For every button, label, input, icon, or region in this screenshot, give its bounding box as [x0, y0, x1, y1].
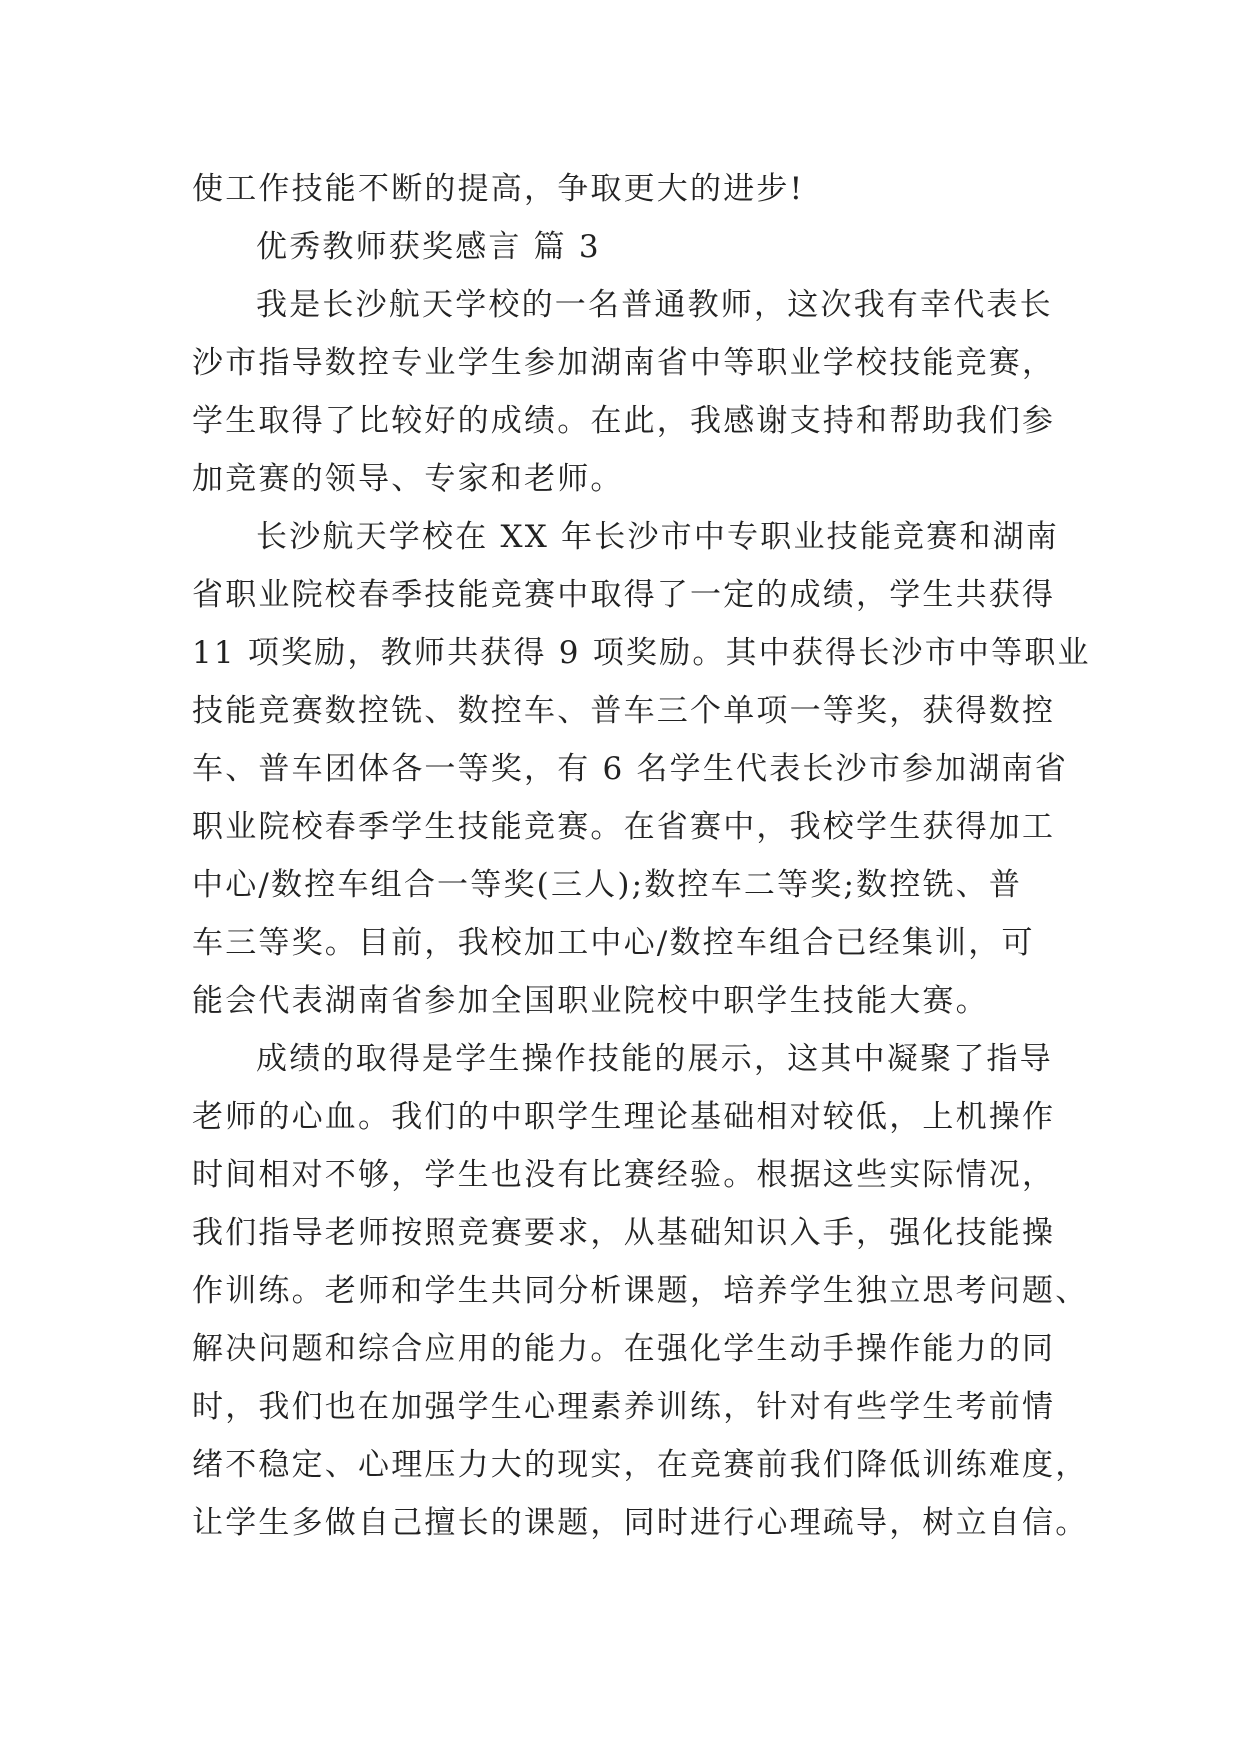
section-heading: 优秀教师获奖感言 篇 3	[256, 229, 601, 265]
text-line: 省职业院校春季技能竞赛中取得了一定的成绩，学生共获得	[192, 577, 1056, 613]
text-line: 长沙航天学校在 XX 年长沙市中专职业技能竞赛和湖南	[256, 519, 1060, 555]
text-line: 技能竞赛数控铣、数控车、普车三个单项一等奖，获得数控	[192, 693, 1056, 729]
text-line: 成绩的取得是学生操作技能的展示，这其中凝聚了指导	[256, 1041, 1053, 1077]
text-line: 车三等奖。目前，我校加工中心/数控车组合已经集训，可	[192, 925, 1035, 961]
text-line: 学生取得了比较好的成绩。在此，我感谢支持和帮助我们参	[192, 403, 1056, 439]
text-line: 老师的心血。我们的中职学生理论基础相对较低，上机操作	[192, 1099, 1056, 1135]
text-line: 我是长沙航天学校的一名普通教师，这次我有幸代表长	[256, 287, 1053, 323]
text-line: 时间相对不够，学生也没有比赛经验。根据这些实际情况，	[192, 1157, 1056, 1193]
text-line: 车、普车团体各一等奖，有 6 名学生代表长沙市参加湖南省	[192, 751, 1069, 787]
text-line: 让学生多做自己擅长的课题，同时进行心理疏导，树立自信。	[192, 1505, 1089, 1541]
text-line: 职业院校春季学生技能竞赛。在省赛中，我校学生获得加工	[192, 809, 1056, 845]
text-line: 解决问题和综合应用的能力。在强化学生动手操作能力的同	[192, 1331, 1056, 1367]
text-line: 沙市指导数控专业学生参加湖南省中等职业学校技能竞赛，	[192, 345, 1056, 381]
text-line: 使工作技能不断的提高，争取更大的进步!	[192, 171, 805, 207]
text-line: 中心/数控车组合一等奖(三人);数控车二等奖;数控铣、普	[192, 867, 1023, 903]
text-line: 11 项奖励，教师共获得 9 项奖励。其中获得长沙市中等职业	[192, 635, 1091, 671]
text-line: 作训练。老师和学生共同分析课题，培养学生独立思考问题、	[192, 1273, 1089, 1309]
document-body	[192, 160, 1091, 1552]
text-line: 我们指导老师按照竞赛要求，从基础知识入手，强化技能操	[192, 1215, 1056, 1251]
text-line: 时，我们也在加强学生心理素养训练，针对有些学生考前情	[192, 1389, 1056, 1425]
text-line: 加竞赛的领导、专家和老师。	[192, 461, 624, 497]
text-line: 能会代表湖南省参加全国职业院校中职学生技能大赛。	[192, 983, 989, 1019]
text-line: 绪不稳定、心理压力大的现实，在竞赛前我们降低训练难度，	[192, 1447, 1089, 1483]
